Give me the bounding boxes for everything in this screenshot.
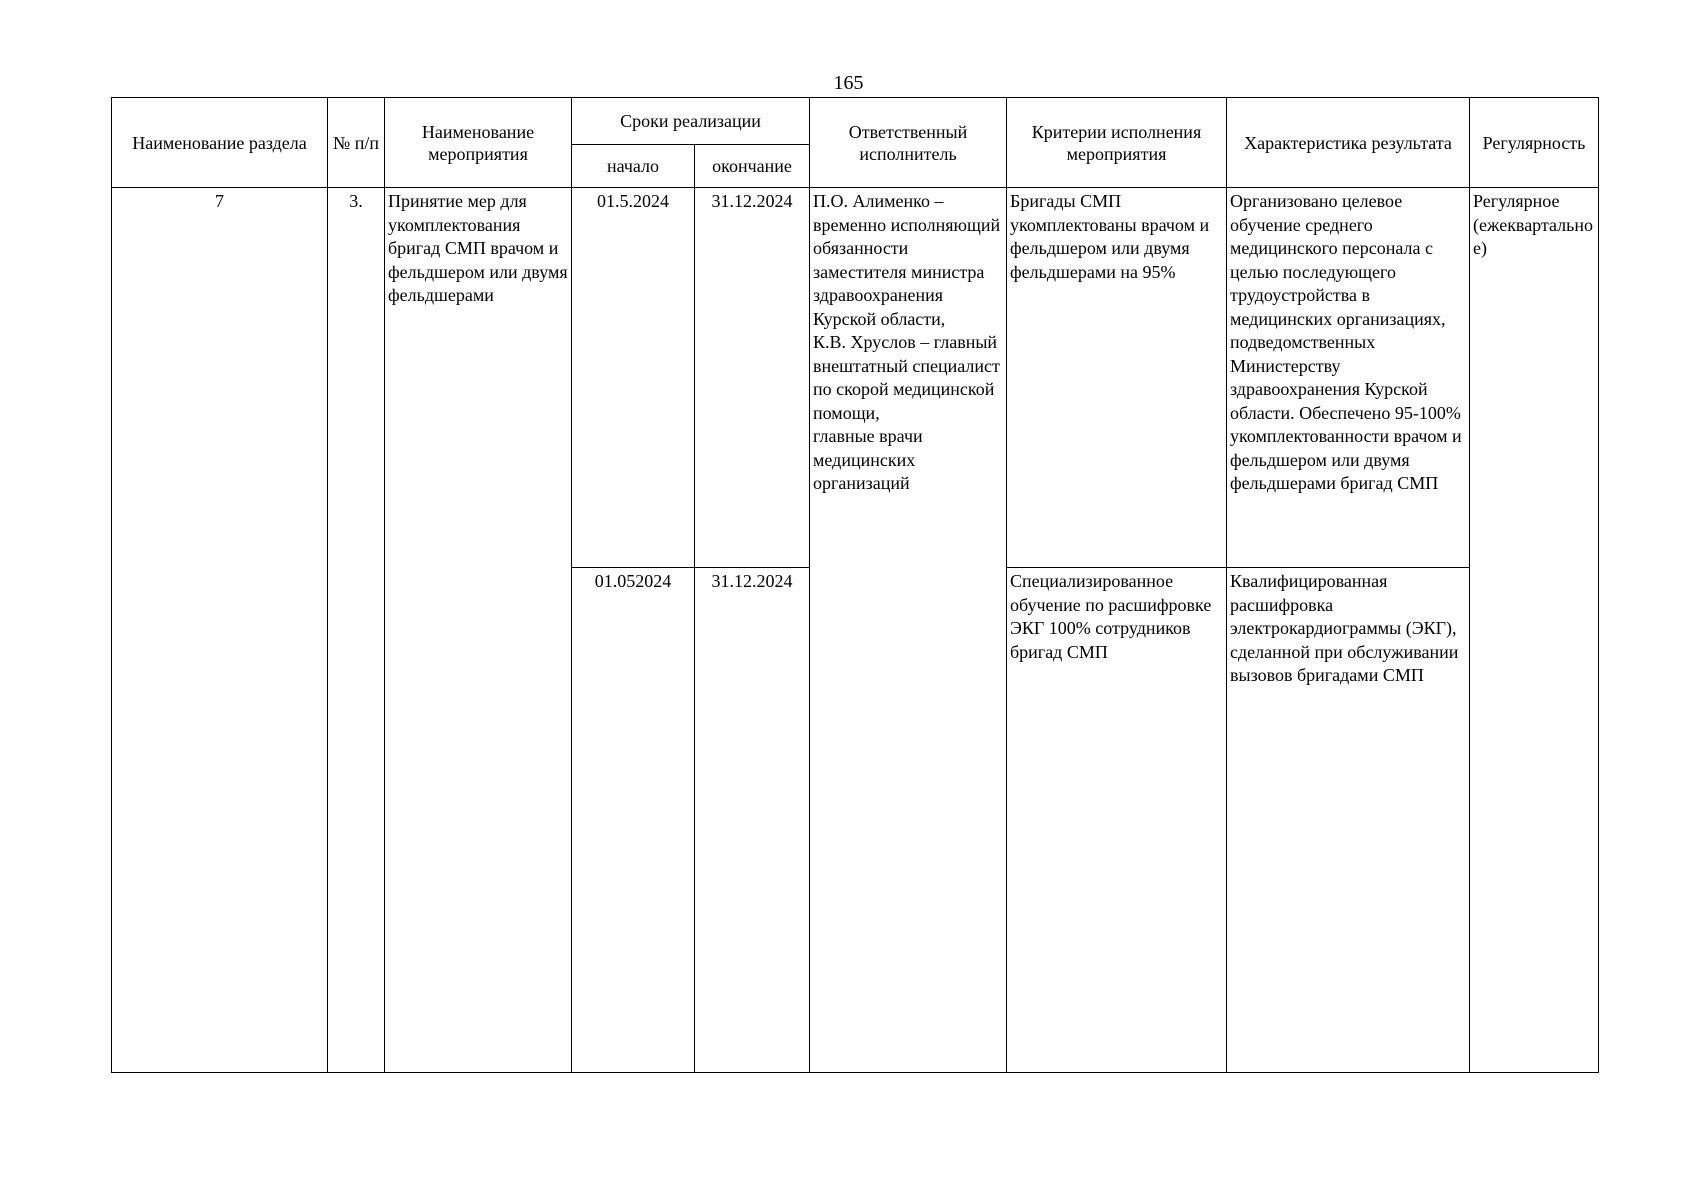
cell-number: 3. <box>328 188 385 1073</box>
cell-end: 31.12.2024 <box>695 568 810 1073</box>
cell-result: Квалифицированная расшифровка электрокардиограммы (ЭКГ), сделанной при обслуживании вызовов бригадами СМП <box>1227 568 1470 1073</box>
header-result: Характеристика результата <box>1227 98 1470 188</box>
cell-start: 01.052024 <box>572 568 695 1073</box>
header-criteria: Критерии исполнения мероприятия <box>1007 98 1227 188</box>
result-text: Организовано целевое обучение среднего медицинского персонала с целью последующего трудоустройства в медицинских организациях, подведомственных Министерству здравоохранения Курской области. Обеспечено 95-100% укомплектованности врачом и фельдшером или двумя фельдшерами бригад СМП <box>1230 191 1462 493</box>
cell-event: Принятие мер для укомплектования бригад СМП врачом и фельдшером или двумя фельдшерами <box>385 188 572 1073</box>
header-event-name: Наименование мероприятия <box>385 98 572 188</box>
header-timeline: Сроки реализации <box>572 98 810 145</box>
cell-end: 31.12.2024 <box>695 188 810 568</box>
cell-criteria: Бригады СМП укомплектованы врачом и фельдшером или двумя фельдшерами на 95% <box>1007 188 1227 568</box>
header-section-name: Наименование раздела <box>112 98 328 188</box>
header-responsible: Ответственный исполнитель <box>810 98 1007 188</box>
table-header <box>112 98 1599 188</box>
action-plan-table <box>111 97 1599 1073</box>
cell-criteria: Специализированное обучение по расшифровке ЭКГ 100% сотрудников бригад СМП <box>1007 568 1227 1073</box>
cell-result <box>1227 188 1470 568</box>
table-row <box>112 188 1599 568</box>
header-end: окончание <box>695 145 810 188</box>
cell-section: 7 <box>112 188 328 1073</box>
cell-responsible <box>810 188 1007 1073</box>
responsible-text: П.О. Алименко – временно исполняющий обязанности заместителя министра здравоохранения Курской области, К.В. Хруслов – главный внештатный специалист по скорой медицинской помощи, главные врачи медицинских организаций <box>813 191 1001 493</box>
header-start: начало <box>572 145 695 188</box>
cell-start: 01.5.2024 <box>572 188 695 568</box>
page-number: 165 <box>833 72 864 94</box>
header-regularity: Регулярность <box>1470 98 1599 188</box>
cell-regularity: Регулярное (ежеквартальное) <box>1470 188 1599 1073</box>
header-number: № п/п <box>328 98 385 188</box>
table-body <box>112 188 1599 1073</box>
